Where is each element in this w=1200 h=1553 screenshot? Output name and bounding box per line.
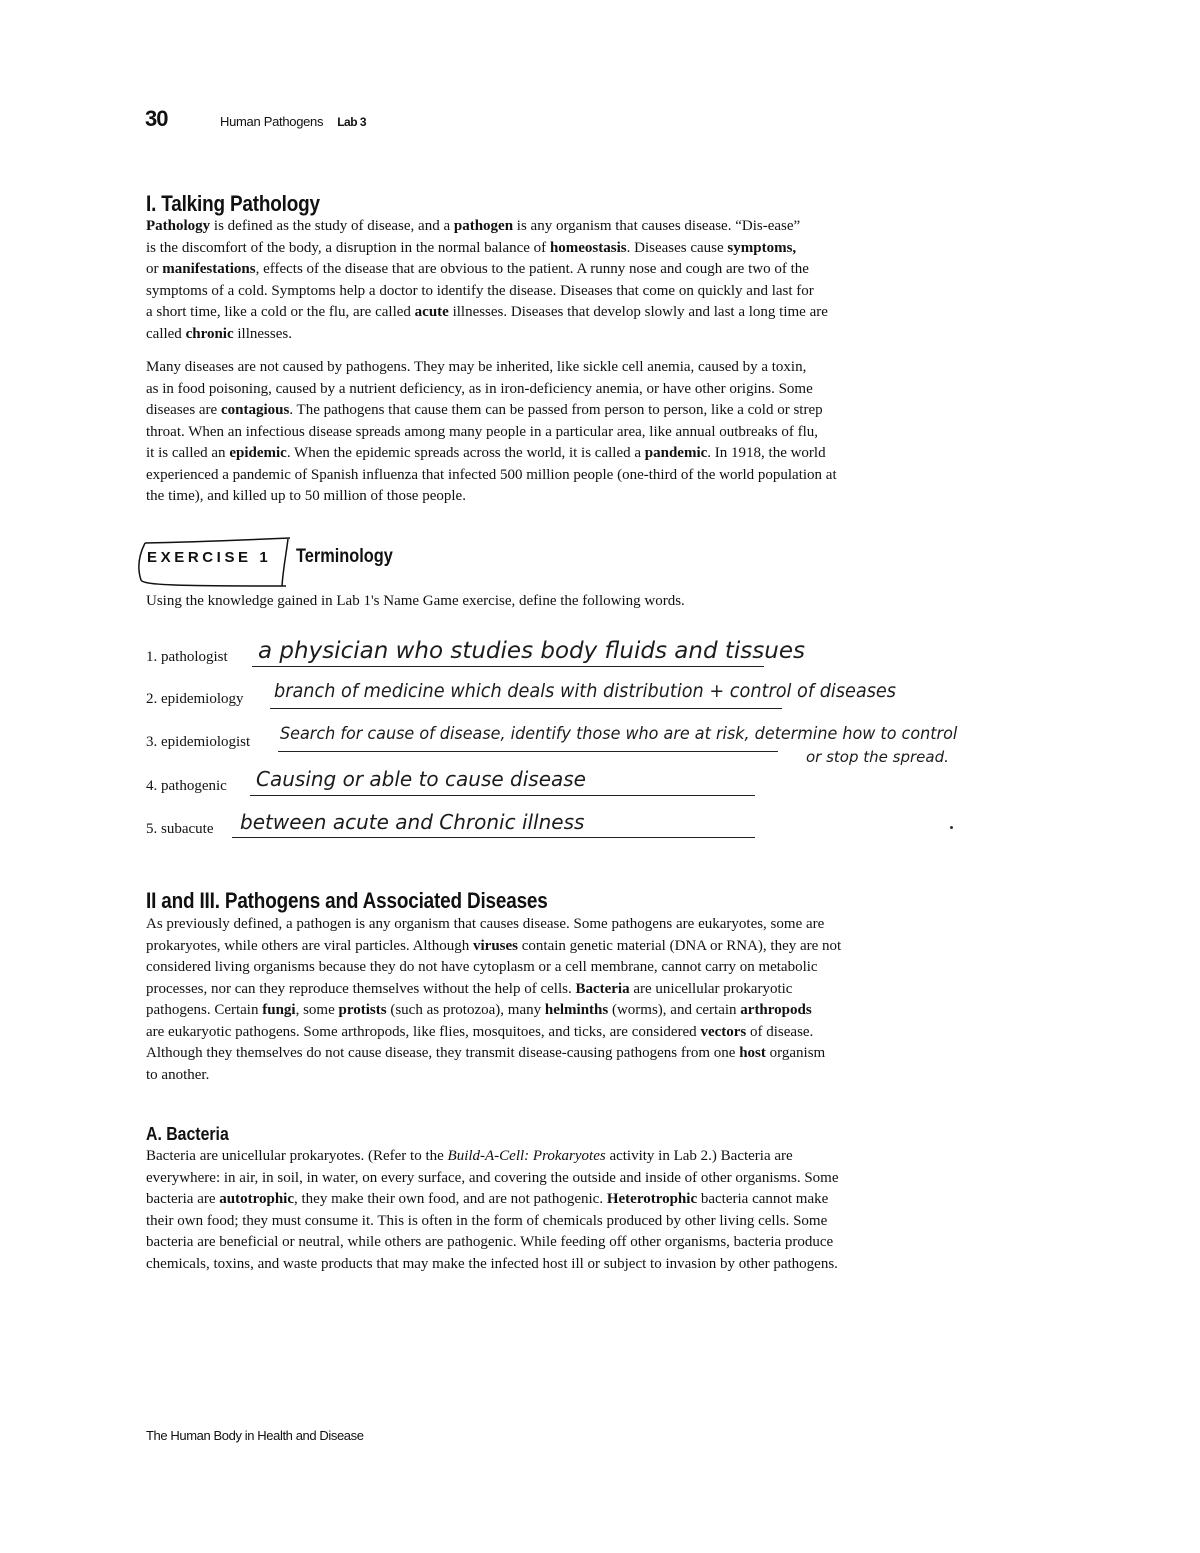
text-run: Although they themselves do not cause disease, they transmit disease-causing pathogens from one: [146, 1045, 740, 1061]
bold-term: host: [739, 1045, 766, 1061]
bold-term: epidemic: [229, 445, 287, 461]
bold-term: Heterotrophic: [606, 1191, 698, 1207]
text-run: (such as protozoa), many: [386, 1002, 545, 1018]
text-run: is any organism that causes disease. “Dis-ease”: [513, 218, 801, 234]
bold-term: autotrophic: [219, 1191, 295, 1207]
text-line: [146, 1022, 841, 1044]
text-run: . The pathogens that cause them can be passed from person to person, like a cold or strep: [289, 402, 823, 418]
text-run: chemicals, toxins, and waste products that may make the infected host ill or subject to invasion by other pathogens.: [146, 1255, 838, 1272]
text-run: called: [146, 325, 186, 342]
bold-term: helminths: [544, 1002, 609, 1018]
text-line: [146, 1232, 839, 1254]
text-run: or: [146, 261, 163, 277]
text-run: symptoms of a cold. Symptoms help a doctor to identify the disease. Diseases that come on quickly and last for: [146, 282, 814, 299]
text-run: their own food; they must consume it. This is often in the form of chemicals produced by other living cells. Some: [146, 1212, 828, 1229]
section-heading-pathogens: II and III. Pathogens and Associated Diseases: [146, 888, 548, 913]
text-run: prokaryotes, while others are viral particles. Although: [146, 937, 473, 954]
ink-dot: [950, 826, 953, 829]
text-run: it is called an: [146, 445, 230, 461]
text-run: , effects of the disease that are obvious to the patient. A runny nose and cough are two of the: [255, 261, 809, 277]
handwritten-answer: Search for cause of disease, identify those who are at risk, determine how to control: [280, 724, 958, 744]
bold-term: manifestations: [162, 261, 256, 277]
text-run: processes, nor can they reproduce themselves without the help of cells.: [146, 980, 576, 997]
handwritten-answer-continuation: or stop the spread.: [806, 748, 949, 766]
bold-term: arthropods: [740, 1002, 812, 1018]
text-run: illnesses.: [233, 325, 292, 342]
text-run: pathogens. Certain: [146, 1002, 263, 1018]
term-label: 4. pathogenic: [146, 778, 227, 794]
text-run: of disease.: [746, 1023, 814, 1040]
text-line: [146, 357, 837, 379]
term-label: 1. pathologist: [146, 649, 228, 665]
text-run: , they make their own food, and are not pathogenic.: [294, 1191, 607, 1207]
bold-term: pandemic: [644, 445, 708, 461]
footer-book-title: The Human Body in Health and Disease: [146, 1428, 364, 1443]
text-line: [146, 1065, 841, 1087]
text-line: [146, 914, 841, 936]
term-label: 2. epidemiology: [146, 691, 244, 707]
text-line: [146, 979, 841, 1001]
text-run: as in food poisoning, caused by a nutrient deficiency, as in iron-deficiency anemia, or have other origins. Some: [146, 380, 813, 397]
section-heading-talking-pathology: I. Talking Pathology: [146, 191, 320, 216]
text-run: . Diseases cause: [626, 239, 728, 256]
exercise-title: Terminology: [296, 546, 393, 567]
text-run: experienced a pandemic of Spanish influenza that infected 500 million people (one-third of the world population at: [146, 466, 837, 483]
text-line: [146, 957, 841, 979]
text-line: [146, 1189, 839, 1211]
bold-term: acute: [414, 304, 449, 320]
text-line: [146, 936, 841, 958]
text-line: [146, 259, 828, 281]
text-line: [146, 324, 828, 346]
text-run: contain genetic material (DNA or RNA), they are not: [518, 937, 842, 954]
paragraph-pathogens: [146, 914, 841, 1086]
bold-term: vectors: [700, 1023, 747, 1040]
text-line: [146, 281, 828, 303]
running-head: [145, 106, 366, 132]
text-line: [146, 400, 837, 422]
text-run: throat. When an infectious disease spreads among many people in a particular area, like annual outbreaks of flu,: [146, 423, 818, 440]
text-run: to another.: [146, 1066, 210, 1083]
term-row-epidemiologist: [146, 734, 250, 751]
text-run: activity in Lab 2.) Bacteria are: [605, 1148, 793, 1164]
text-line: [146, 1168, 839, 1190]
italic-term: Build-A-Cell: Prokaryotes: [447, 1148, 606, 1164]
page-number: 30: [145, 106, 168, 131]
text-run: organism: [765, 1045, 826, 1061]
text-line: [146, 443, 837, 465]
handwritten-answer: a physician who studies body fluids and tissues: [258, 638, 805, 664]
bold-term: viruses: [473, 937, 518, 954]
bold-term: chronic: [185, 325, 234, 342]
paragraph-bacteria: [146, 1146, 839, 1275]
text-line: [146, 1043, 841, 1065]
bold-term: fungi: [262, 1002, 296, 1018]
bold-term: protists: [338, 1002, 387, 1018]
text-line: [146, 465, 837, 487]
text-line: [146, 1146, 839, 1168]
paragraph-pathology-definition: [146, 216, 828, 345]
text-run: considered living organisms because they do not have cytoplasm or a cell membrane, cannot carry on metabolic: [146, 959, 818, 975]
text-run: (worms), and certain: [608, 1002, 741, 1018]
paragraph-disease-causes: [146, 357, 837, 508]
text-run: bacteria are beneficial or neutral, while others are pathogenic. While feeding off other organisms, bacteria produce: [146, 1234, 834, 1250]
text-run: is the discomfort of the body, a disruption in the normal balance of: [146, 239, 550, 256]
text-line: [146, 1000, 841, 1022]
text-line: [146, 486, 837, 508]
text-line: [146, 302, 828, 324]
text-run: bacteria are: [146, 1191, 220, 1207]
text-run: illnesses. Diseases that develop slowly and last a long time are: [448, 304, 828, 320]
term-label: 5. subacute: [146, 821, 214, 837]
handwritten-answer: between acute and Chronic illness: [240, 810, 585, 834]
bold-term: homeostasis: [549, 239, 627, 256]
text-run: everywhere: in air, in soil, in water, on every surface, and covering the outside and inside of other organisms. Some: [146, 1169, 839, 1186]
text-line: [146, 238, 828, 260]
text-run: a short time, like a cold or the flu, are called: [146, 304, 415, 320]
exercise-instructions: Using the knowledge gained in Lab 1's Name Game exercise, define the following words.: [146, 593, 685, 609]
text-line: [146, 1254, 839, 1276]
text-line: [146, 422, 837, 444]
text-run: Bacteria are unicellular prokaryotes. (Refer to the: [146, 1148, 448, 1164]
text-run: are eukaryotic pathogens. Some arthropods, like flies, mosquitoes, and ticks, are considered: [146, 1023, 701, 1040]
term-row-pathogenic: [146, 778, 227, 795]
subsection-heading-bacteria: A. Bacteria: [146, 1124, 229, 1144]
running-title: Human Pathogens: [220, 114, 324, 129]
term-row-epidemiology: [146, 691, 244, 708]
handwritten-answer: Causing or able to cause disease: [256, 767, 586, 791]
text-line: [146, 379, 837, 401]
text-line: [146, 216, 828, 238]
text-line: [146, 1211, 839, 1233]
text-run: , some: [295, 1002, 339, 1018]
text-run: As previously defined, a pathogen is any organism that causes disease. Some pathogens are eukaryotes, some are: [146, 916, 825, 932]
bold-term: Bacteria: [575, 980, 630, 997]
term-row-pathologist: [146, 649, 228, 666]
text-run: bacteria cannot make: [697, 1191, 829, 1207]
term-label: 3. epidemiologist: [146, 734, 251, 750]
handwritten-answer: branch of medicine which deals with distribution + control of diseases: [274, 680, 897, 702]
exercise-label: EXERCISE 1: [147, 549, 272, 566]
text-run: . When the epidemic spreads across the world, it is called a: [286, 445, 645, 461]
text-run: are unicellular prokaryotic: [629, 980, 793, 997]
bold-term: contagious: [220, 402, 290, 418]
bold-term: Pathology: [146, 218, 211, 234]
running-lab: Lab 3: [337, 115, 367, 129]
text-run: Many diseases are not caused by pathogens. They may be inherited, like sickle cell anemia, caused by a toxin,: [146, 359, 807, 375]
term-row-subacute: [146, 821, 213, 838]
bold-term: pathogen: [453, 218, 514, 234]
text-run: . In 1918, the world: [707, 445, 826, 461]
text-run: the time), and killed up to 50 million of those people.: [146, 488, 466, 504]
text-run: is defined as the study of disease, and a: [210, 218, 454, 234]
bold-term: symptoms,: [727, 239, 797, 256]
text-run: diseases are: [146, 402, 221, 418]
